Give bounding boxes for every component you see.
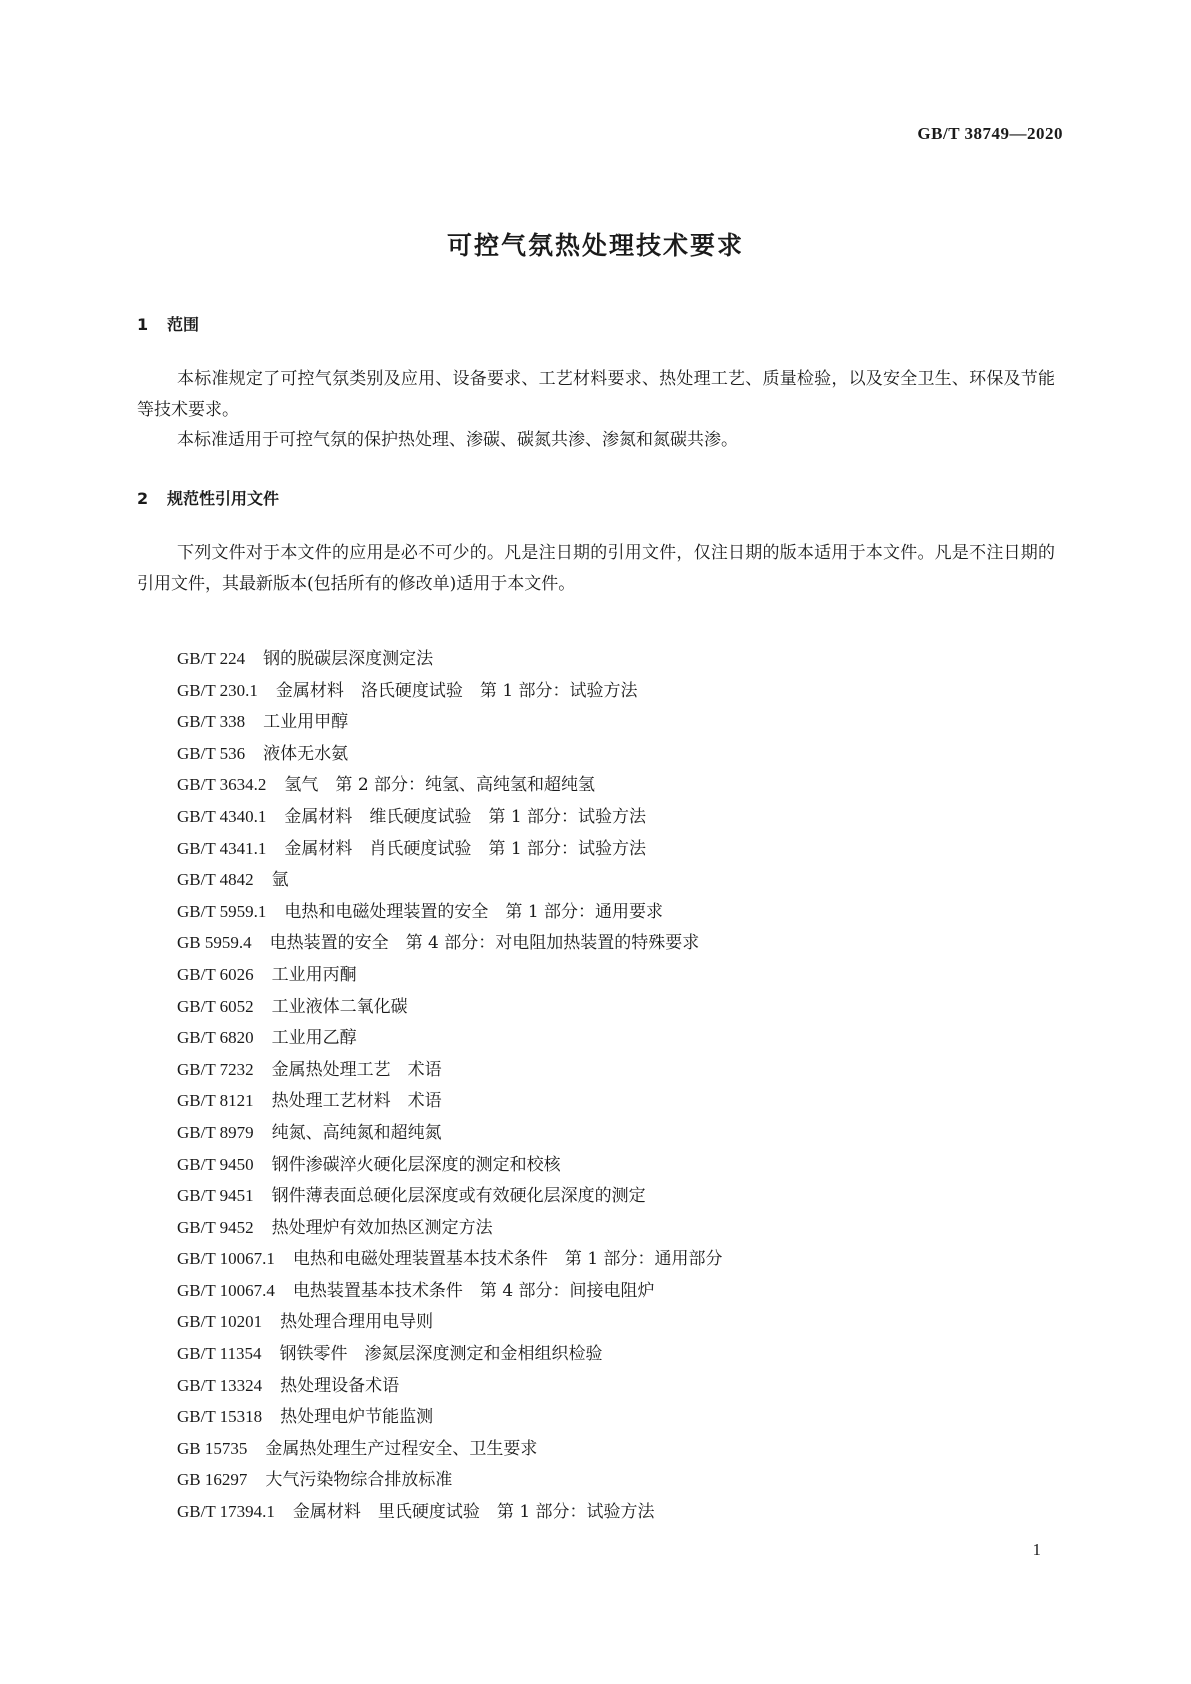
reference-code: GB/T 10067.4	[177, 1280, 275, 1300]
reference-title: 热处理炉有效加热区测定方法	[271, 1217, 493, 1238]
reference-title: 金属材料 维氏硬度试验 第 1 部分：试验方法	[284, 806, 647, 827]
reference-item	[177, 801, 723, 833]
reference-item	[177, 1464, 723, 1496]
reference-title: 金属材料 洛氏硬度试验 第 1 部分：试验方法	[275, 680, 638, 701]
reference-title: 热处理设备术语	[280, 1375, 400, 1396]
reference-code: GB/T 13324	[177, 1375, 263, 1395]
section-1-paragraph-2: 本标准适用于可控气氛的保护热处理、渗碳、碳氮共渗、渗氮和氮碳共渗。	[177, 430, 738, 450]
reference-item	[177, 1496, 723, 1528]
reference-title: 电热和电磁处理装置的安全 第 1 部分：通用要求	[284, 901, 664, 922]
reference-item	[177, 1433, 723, 1465]
reference-code: GB/T 10201	[177, 1312, 263, 1332]
reference-item	[177, 643, 723, 675]
reference-code: GB/T 15318	[177, 1407, 263, 1427]
reference-item	[177, 1338, 723, 1370]
reference-title: 钢件渗碳淬火硬化层深度的测定和校核	[271, 1154, 561, 1175]
reference-title: 电热装置基本技术条件 第 4 部分：间接电阻炉	[292, 1280, 655, 1301]
reference-item	[177, 1212, 723, 1244]
reference-title: 工业用甲醇	[263, 712, 349, 733]
page-number: 1	[1032, 1540, 1041, 1559]
reference-item	[177, 833, 723, 865]
reference-item	[177, 1306, 723, 1338]
reference-title: 工业液体二氧化碳	[271, 996, 408, 1017]
reference-item	[177, 738, 723, 770]
reference-code: GB/T 4340.1	[177, 806, 267, 826]
section-2-title: 规范性引用文件	[167, 489, 280, 508]
reference-title: 金属热处理生产过程安全、卫生要求	[265, 1438, 538, 1459]
reference-item	[177, 896, 723, 928]
reference-code: GB/T 9450	[177, 1154, 254, 1174]
reference-code: GB/T 4842	[177, 870, 254, 890]
reference-title: 金属材料 肖氏硬度试验 第 1 部分：试验方法	[284, 838, 647, 859]
reference-item	[177, 1117, 723, 1149]
reference-code: GB/T 7232	[177, 1059, 254, 1079]
reference-title: 钢的脱碳层深度测定法	[263, 649, 434, 669]
reference-item	[177, 1275, 723, 1307]
reference-title: 金属热处理工艺 术语	[271, 1059, 442, 1080]
reference-code: GB/T 9451	[177, 1186, 254, 1206]
reference-code: GB 16297	[177, 1470, 248, 1490]
standard-code: GB/T 38749—2020	[917, 124, 1063, 143]
reference-item	[177, 769, 723, 801]
reference-code: GB/T 3634.2	[177, 775, 267, 795]
section-2-number: 2	[137, 489, 149, 508]
reference-title: 热处理电炉节能监测	[280, 1407, 434, 1428]
reference-item	[177, 675, 723, 707]
reference-title: 氩	[271, 870, 289, 891]
section-1-heading	[137, 312, 199, 335]
reference-code: GB/T 6820	[177, 1028, 254, 1048]
reference-code: GB 15735	[177, 1438, 248, 1458]
reference-item	[177, 1022, 723, 1054]
reference-item	[177, 1085, 723, 1117]
reference-item	[177, 1054, 723, 1086]
document-title: 可控气氛热处理技术要求	[446, 231, 744, 260]
reference-item	[177, 1401, 723, 1433]
reference-code: GB/T 6026	[177, 964, 254, 984]
reference-title: 液体无水氨	[263, 743, 349, 764]
reference-title: 热处理工艺材料 术语	[271, 1091, 442, 1112]
reference-code: GB/T 224	[177, 649, 246, 668]
section-1-paragraph-1: 本标准规定了可控气氛类别及应用、设备要求、工艺材料要求、热处理工艺、质量检验，以及安全卫生、环保及节能等技术要求。	[137, 369, 1055, 420]
section-2-intro: 下列文件对于本文件的应用是必不可少的。凡是注日期的引用文件，仅注日期的版本适用于本文件。凡是不注日期的引用文件，其最新版本(包括所有的修改单)适用于本文件。	[137, 543, 1055, 594]
reference-code: GB/T 8979	[177, 1122, 254, 1142]
reference-title: 钢件薄表面总硬化层深度或有效硬化层深度的测定	[271, 1186, 646, 1207]
reference-code: GB/T 536	[177, 743, 246, 763]
reference-item	[177, 1243, 723, 1275]
reference-code: GB/T 8121	[177, 1091, 254, 1111]
reference-code: GB/T 6052	[177, 996, 254, 1016]
reference-code: GB/T 338	[177, 712, 246, 732]
reference-title: 纯氮、高纯氮和超纯氮	[271, 1122, 442, 1143]
reference-code: GB/T 5959.1	[177, 901, 267, 921]
reference-title: 电热和电磁处理装置基本技术条件 第 1 部分：通用部分	[292, 1249, 723, 1270]
reference-item	[177, 1370, 723, 1402]
reference-code: GB/T 10067.1	[177, 1249, 275, 1269]
reference-code: GB/T 230.1	[177, 680, 258, 700]
reference-item	[177, 959, 723, 991]
reference-title: 电热装置的安全 第 4 部分：对电阻加热装置的特殊要求	[269, 933, 700, 954]
section-1-number: 1	[137, 315, 149, 334]
reference-title: 钢铁零件 渗氮层深度测定和金相组织检验	[279, 1344, 603, 1365]
reference-code: GB/T 4341.1	[177, 838, 267, 858]
reference-code: GB/T 17394.1	[177, 1502, 275, 1522]
section-1-title: 范围	[167, 315, 200, 334]
reference-code: GB/T 11354	[177, 1344, 262, 1364]
section-2-heading	[137, 486, 279, 509]
reference-title: 大气污染物综合排放标准	[265, 1470, 453, 1491]
reference-item	[177, 1149, 723, 1181]
reference-title: 工业用丙酮	[271, 964, 357, 985]
reference-title: 热处理合理用电导则	[280, 1312, 434, 1333]
reference-item	[177, 927, 723, 959]
reference-item	[177, 991, 723, 1023]
reference-code: GB/T 9452	[177, 1217, 254, 1237]
reference-title: 金属材料 里氏硬度试验 第 1 部分：试验方法	[292, 1502, 655, 1523]
reference-title: 工业用乙醇	[271, 1028, 357, 1049]
reference-item	[177, 1180, 723, 1212]
reference-item	[177, 706, 723, 738]
reference-title: 氢气 第 2 部分：纯氢、高纯氢和超纯氢	[284, 775, 596, 796]
reference-code: GB 5959.4	[177, 933, 252, 953]
normative-references-list	[177, 643, 723, 1528]
reference-item	[177, 864, 723, 896]
